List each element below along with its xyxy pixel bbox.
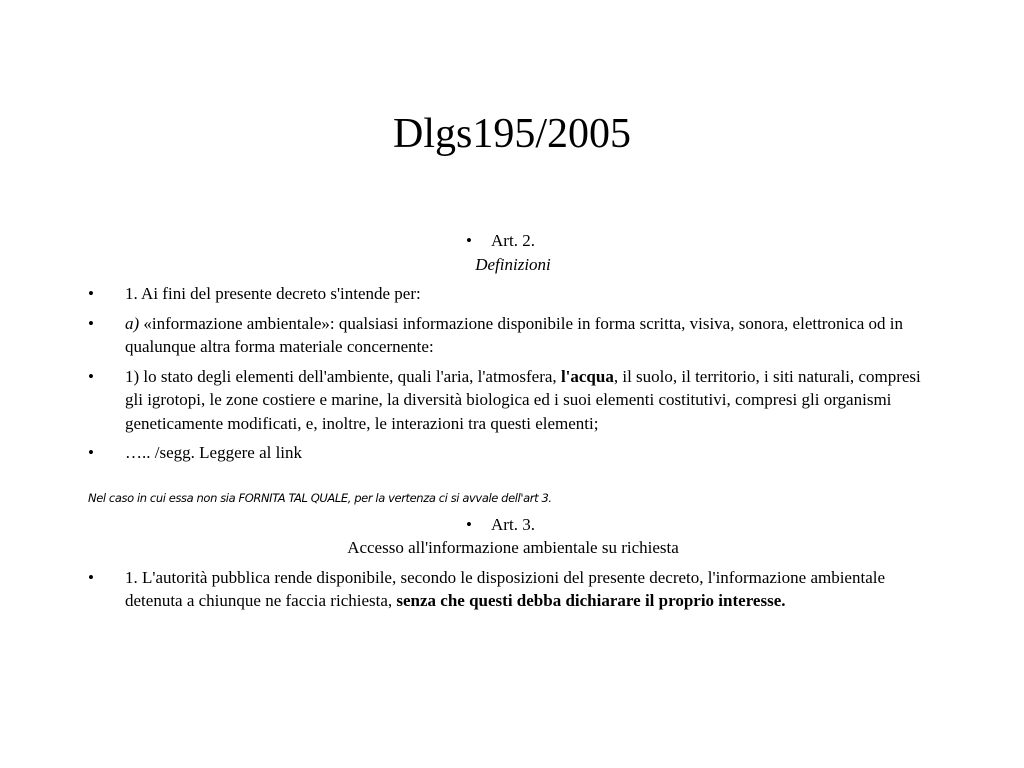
bullet: • (88, 284, 94, 303)
more-link-text: ….. /segg. Leggere al link (125, 443, 303, 462)
art2-heading: Art. 2. (491, 231, 535, 250)
art3-text-bold: senza che questi debba dichiarare il proprio interesse. (396, 591, 786, 610)
list-item-art3-1 (88, 566, 938, 613)
list-item-more (88, 441, 938, 465)
bullet: • (88, 366, 94, 386)
item-a-text: «informazione ambientale»: qualsiasi informazione disponibile in forma scritta, visiva, sonora, elettronica od in qualunque altra forma materiale concernente: (125, 313, 904, 356)
bullet: • (88, 443, 94, 462)
bullet: • (88, 313, 94, 333)
slide-body (88, 229, 938, 613)
item-1-text-post: , il suolo, il territorio, i siti naturali, compresi gli igrotopi, le zone costiere e marine, la diversità biologica ed i suoi elementi costitutivi, compresi gli organismi geneticamente modificati, e, inoltre, le interazioni tra questi elementi; (125, 366, 921, 433)
art2-block (88, 229, 938, 276)
item-a-label: a) (125, 313, 140, 333)
intro-text: 1. Ai fini del presente decreto s'intende per: (125, 284, 421, 303)
bullet: • (466, 231, 472, 250)
list-item-intro (88, 282, 938, 306)
list-item-1 (88, 365, 938, 436)
bullet: • (466, 514, 472, 534)
art3-subheading: Accesso all'informazione ambientale su richiesta (347, 538, 679, 557)
art3-text-pre: 1. L'autorità pubblica rende disponibile, secondo le disposizioni del presente decreto, l'informazione ambientale detenuta a chiunque ne faccia richiesta, (125, 567, 886, 610)
list-item-a (88, 312, 938, 359)
italic-note: Nel caso in cui essa non sia FORNITA TAL QUALE, per la vertenza ci si avvale dell'art 3. (88, 490, 552, 505)
item-1-text-pre: 1) lo stato degli elementi dell'ambiente, quali l'aria, l'atmosfera, (125, 366, 561, 386)
art3-block (88, 513, 938, 560)
item-1-text-bold: l'acqua (560, 366, 614, 386)
art3-heading: Art. 3. (491, 514, 535, 534)
bullet: • (88, 567, 94, 587)
art2-subheading: Definizioni (475, 254, 551, 274)
slide-title: Dlgs195/2005 (392, 111, 631, 157)
